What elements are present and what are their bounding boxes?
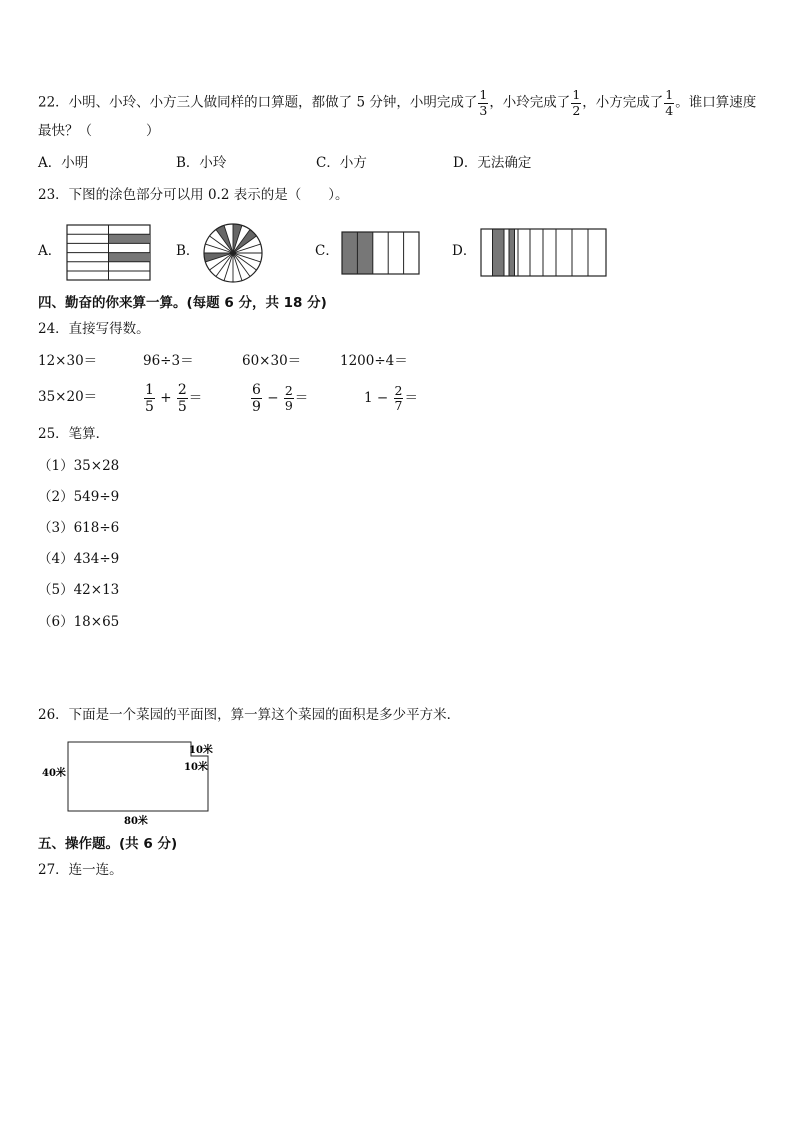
q24-title: 24．直接写得数。 xyxy=(38,321,150,337)
section-4-title: 四、勤奋的你来算一算。(每题 6 分，共 18 分) xyxy=(38,295,327,311)
q22-option-a[interactable]: A．小明 xyxy=(38,155,89,171)
q23-question: 23．下图的涂色部分可以用 0.2 表示的是（ ）。 xyxy=(38,187,349,203)
q23-option-b-label[interactable]: B． xyxy=(176,243,200,259)
q22-fraction-3: $\frac{1}{4}$ xyxy=(665,87,674,118)
q24-item-6-frac-b: $\frac{2}{5}$ xyxy=(177,382,187,415)
q24-item-4: 1200÷4＝ xyxy=(340,353,408,369)
q24-item-8: 1 − $\frac{2}{7}$ ＝ xyxy=(364,382,418,413)
q23-figure-a[interactable] xyxy=(66,224,152,282)
q26-question: 26．下面是一个菜园的平面图，算一算这个菜园的面积是多少平方米． xyxy=(38,707,461,723)
q23-option-c-label[interactable]: C． xyxy=(315,243,339,259)
q22-option-d[interactable]: D．无法确定 xyxy=(453,155,532,171)
q24-item-2: 96÷3＝ xyxy=(143,353,194,369)
q26-label-left: 40米 xyxy=(42,768,66,779)
q25-title: 25．笔算． xyxy=(38,426,110,442)
q24-item-6-frac-a: $\frac{1}{5}$ xyxy=(145,382,154,415)
q22-option-b[interactable]: B．小玲 xyxy=(176,155,227,171)
q24-item-7-frac-a: $\frac{6}{9}$ xyxy=(252,382,261,415)
q24-item-8-frac: $\frac{2}{7}$ xyxy=(394,382,403,413)
q22-text-c: ，小方完成了 xyxy=(582,94,664,111)
q26-garden-diagram xyxy=(38,738,220,828)
q26-label-notch-top: 10米 xyxy=(189,745,213,756)
q25-item-4: （4）434÷9 xyxy=(38,551,120,567)
q27-title: 27．连一连。 xyxy=(38,862,123,878)
q22-line2: 最快？（ ） xyxy=(38,123,160,139)
q24-item-5: 35×20＝ xyxy=(38,389,98,405)
q24-item-7-frac-b: $\frac{2}{9}$ xyxy=(284,382,293,413)
q23-option-a-label[interactable]: A． xyxy=(38,243,62,259)
section-5-title: 五、操作题。(共 6 分) xyxy=(38,836,178,852)
q22-option-c[interactable]: C．小方 xyxy=(316,155,367,171)
q24-item-3: 60×30＝ xyxy=(242,353,302,369)
q22-text-d: 。谁口算速度 xyxy=(675,94,757,111)
q24-item-6: $\frac{1}{5}$ + $\frac{2}{5}$ ＝ xyxy=(145,382,203,415)
q22-fraction-2: $\frac{1}{2}$ xyxy=(572,87,581,118)
q25-item-2: （2）549÷9 xyxy=(38,489,120,505)
q22-fraction-1: $\frac{1}{3}$ xyxy=(479,87,488,118)
q26-label-bottom: 80米 xyxy=(124,816,148,827)
q26-label-notch-side: 10米 xyxy=(184,762,208,773)
q22-text-a: 22．小明、小玲、小方三人做同样的口算题，都做了 5 分钟，小明完成了 xyxy=(38,94,478,111)
q22-text-b: ，小玲完成了 xyxy=(489,94,571,111)
q23-figure-d[interactable] xyxy=(480,228,608,278)
q25-item-5: （5）42×13 xyxy=(38,582,120,598)
q23-figure-c[interactable] xyxy=(341,231,421,275)
q25-item-6: （6）18×65 xyxy=(38,614,120,630)
q23-figure-b[interactable] xyxy=(202,222,264,284)
q24-item-7: $\frac{6}{9}$ − $\frac{2}{9}$ ＝ xyxy=(252,382,309,415)
q23-option-d-label[interactable]: D． xyxy=(452,243,477,259)
q22-line1 xyxy=(38,89,756,117)
q25-item-3: （3）618÷6 xyxy=(38,520,120,536)
q24-item-1: 12×30＝ xyxy=(38,353,98,369)
q25-item-1: （1）35×28 xyxy=(38,458,120,474)
